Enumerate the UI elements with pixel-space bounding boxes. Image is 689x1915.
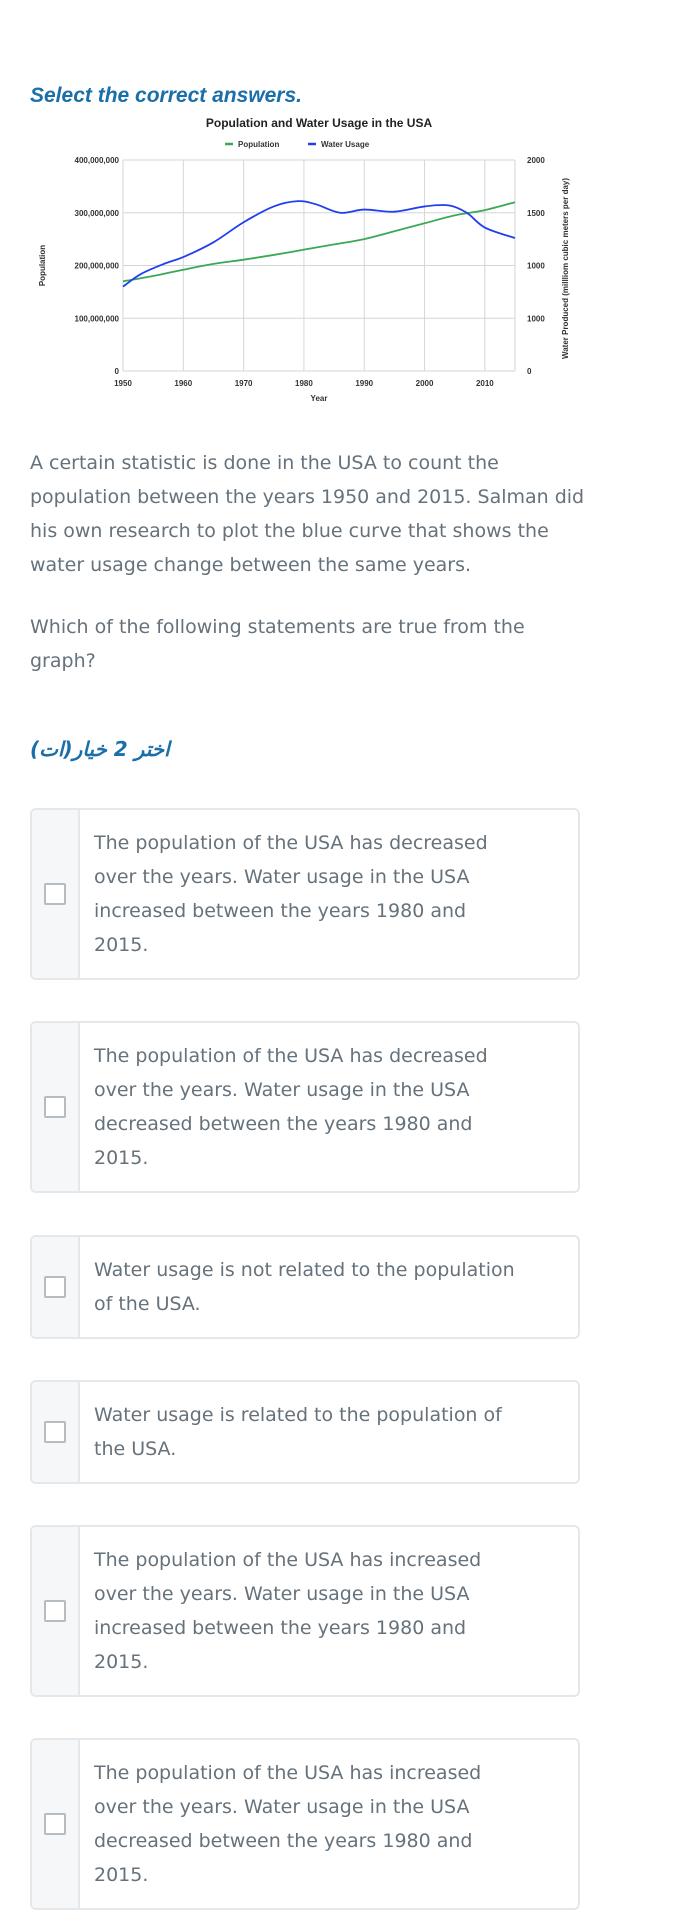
checkbox-column[interactable]: [32, 1237, 80, 1337]
option-text: Water usage is not related to the population of the USA.: [94, 1259, 515, 1315]
option-text: The population of the USA has increased over the years. Water usage in the USA decreased between the years 1980 and 2015.: [94, 1762, 482, 1886]
x-tick-label: 1950: [114, 379, 132, 388]
question-heading: Select the correct answers.: [30, 84, 302, 107]
answer-option[interactable]: [30, 1380, 580, 1484]
question-text: Which of the following statements are true from the graph?: [30, 616, 525, 672]
population-water-chart: [30, 115, 590, 415]
chart: [30, 115, 590, 415]
answer-option[interactable]: [30, 1738, 580, 1910]
choose-count-label: اختر 2 خيار(ات): [30, 737, 170, 761]
question-prompt: A certain statistic is done in the USA to count the population between the years 1950 and 2015. Salman did his own research to plot the blue curve that shows the water usage change between the same years.: [30, 452, 585, 576]
checkbox[interactable]: [44, 1096, 66, 1118]
option-text: The population of the USA has increased over the years. Water usage in the USA increased between the years 1980 and 2015.: [94, 1549, 482, 1673]
y2-tick-label: 1000: [527, 314, 545, 324]
y2-tick-label: 1500: [527, 208, 545, 218]
y-tick-label: 300,000,000: [74, 208, 119, 218]
y-tick-label: 0: [114, 367, 119, 376]
y-tick-label: 100,000,000: [74, 314, 119, 324]
x-tick-label: 2010: [475, 379, 494, 388]
x-tick-label: 1990: [355, 379, 374, 388]
answer-option[interactable]: [30, 1525, 580, 1697]
x-tick-label: 1960: [174, 379, 193, 388]
answer-option[interactable]: [30, 1021, 580, 1193]
x-tick-label: 1980: [295, 379, 313, 388]
option-text: The population of the USA has decreased over the years. Water usage in the USA decreased between the years 1980 and 2015.: [94, 1045, 488, 1169]
x-tick-label: 2000: [415, 379, 434, 388]
option-text: Water usage is related to the population of the USA.: [94, 1404, 502, 1460]
checkbox[interactable]: [44, 1813, 66, 1835]
y2-axis-title: Water Produced (millliom cubic meters per day): [561, 177, 570, 360]
answer-option[interactable]: [30, 1235, 580, 1339]
y2-tick-label: 0: [527, 367, 532, 376]
checkbox-column[interactable]: [32, 810, 80, 978]
legend-label: Water Usage: [321, 140, 370, 149]
checkbox[interactable]: [44, 1276, 66, 1298]
option-text: The population of the USA has decreased over the years. Water usage in the USA increased between the years 1980 and 2015.: [94, 832, 488, 956]
legend-label: Population: [238, 140, 280, 149]
checkbox-column[interactable]: [32, 1740, 80, 1908]
x-axis-title: Year: [310, 394, 328, 403]
checkbox[interactable]: [44, 1421, 66, 1443]
y-axis-title: Population: [38, 244, 47, 287]
y-tick-label: 400,000,000: [74, 156, 119, 165]
answer-option[interactable]: [30, 808, 580, 980]
chart-title: Population and Water Usage in the USA: [205, 116, 433, 130]
checkbox-column[interactable]: [32, 1023, 80, 1191]
checkbox[interactable]: [44, 1600, 66, 1622]
y-tick-label: 200,000,000: [74, 261, 119, 271]
checkbox[interactable]: [44, 883, 66, 905]
checkbox-column[interactable]: [32, 1527, 80, 1695]
y2-tick-label: 2000: [527, 156, 545, 165]
series-line-water-usage: [123, 201, 515, 287]
x-tick-label: 1970: [234, 379, 253, 388]
y2-tick-label: 1000: [527, 261, 545, 271]
series-line-population: [123, 202, 515, 281]
checkbox-column[interactable]: [32, 1382, 80, 1482]
